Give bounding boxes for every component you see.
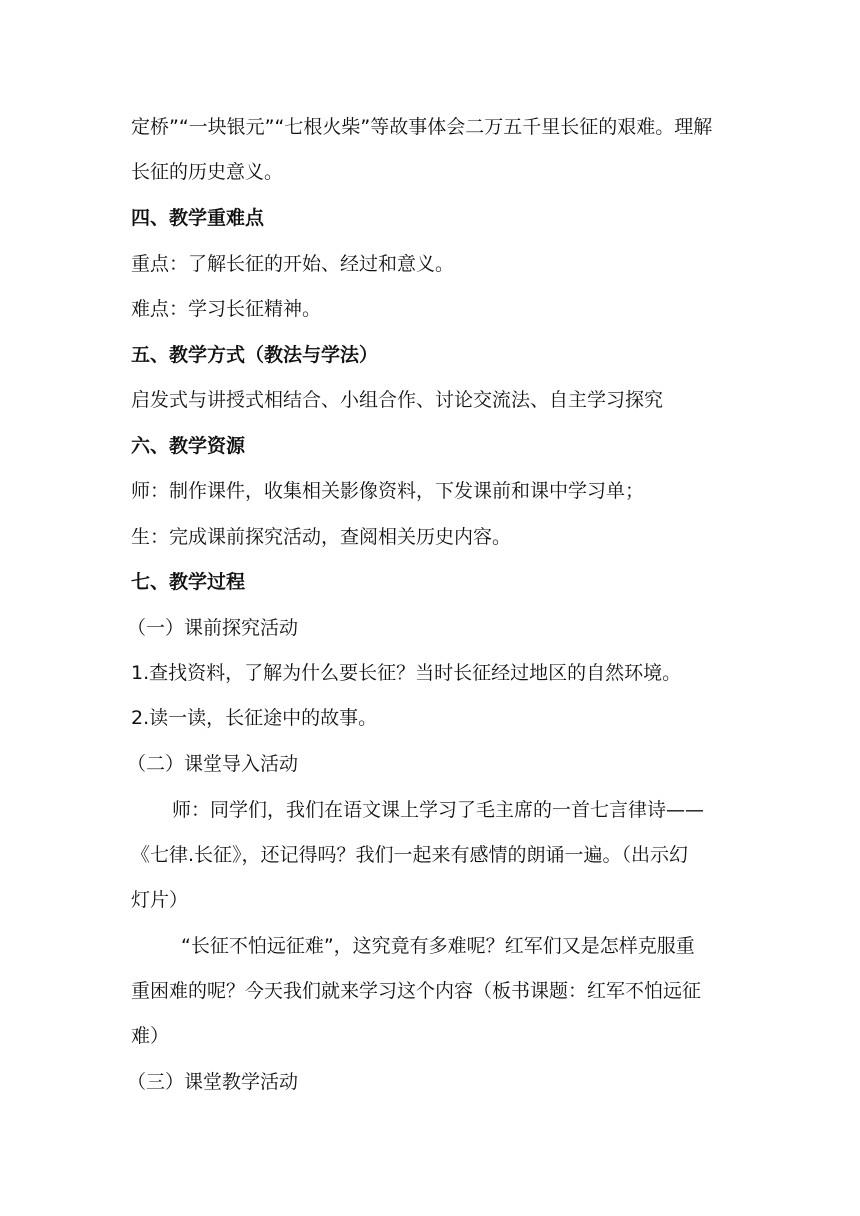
paragraph-line: 《七律.长征》，还记得吗？我们一起来有感情的朗诵一遍。（出示幻 bbox=[131, 844, 689, 866]
list-item: 2.读一读，长征途中的故事。 bbox=[131, 707, 378, 729]
subsection-heading: （三）课堂教学活动 bbox=[127, 1071, 299, 1093]
paragraph-line: 启发式与讲授式相结合、小组合作、讨论交流法、自主学习探究 bbox=[131, 389, 664, 411]
paragraph-line: 长征的历史意义。 bbox=[131, 161, 284, 183]
paragraph-line: 师：制作课件，收集相关影像资料，下发课前和课中学习单； bbox=[131, 480, 645, 502]
paragraph-line: 生：完成课前探究活动，查阅相关历史内容。 bbox=[131, 526, 512, 548]
section-heading-teaching-process: 七、教学过程 bbox=[131, 571, 246, 593]
subsection-heading: （二）课堂导入活动 bbox=[127, 753, 299, 775]
list-item: 1.查找资料，了解为什么要长征？当时长征经过地区的自然环境。 bbox=[131, 662, 682, 684]
paragraph-line: 重困难的呢？今天我们就来学习这个内容（板书课题：红军不怕远征 bbox=[131, 980, 702, 1002]
paragraph-line: 难） bbox=[131, 1025, 170, 1047]
section-heading-teaching-methods: 五、教学方式（教法与学法） bbox=[131, 344, 379, 366]
paragraph-line: 师：同学们，我们在语文课上学习了毛主席的一首七言律诗—— bbox=[172, 799, 705, 821]
section-heading-key-points: 四、教学重难点 bbox=[131, 207, 265, 229]
paragraph-line: 难点：学习长征精神。 bbox=[131, 298, 322, 320]
paragraph-line: 重点：了解长征的开始、经过和意义。 bbox=[131, 253, 455, 275]
paragraph-line: “长征不怕远征难”，这究竟有多难呢？红军们又是怎样克服重 bbox=[181, 935, 695, 957]
paragraph-line: 定桥”“一块银元”“七根火柴”等故事体会二万五千里长征的艰难。理解 bbox=[131, 116, 713, 138]
section-heading-teaching-resources: 六、教学资源 bbox=[131, 435, 246, 457]
paragraph-line: 灯片） bbox=[131, 889, 189, 911]
subsection-heading: （一）课前探究活动 bbox=[127, 617, 299, 639]
